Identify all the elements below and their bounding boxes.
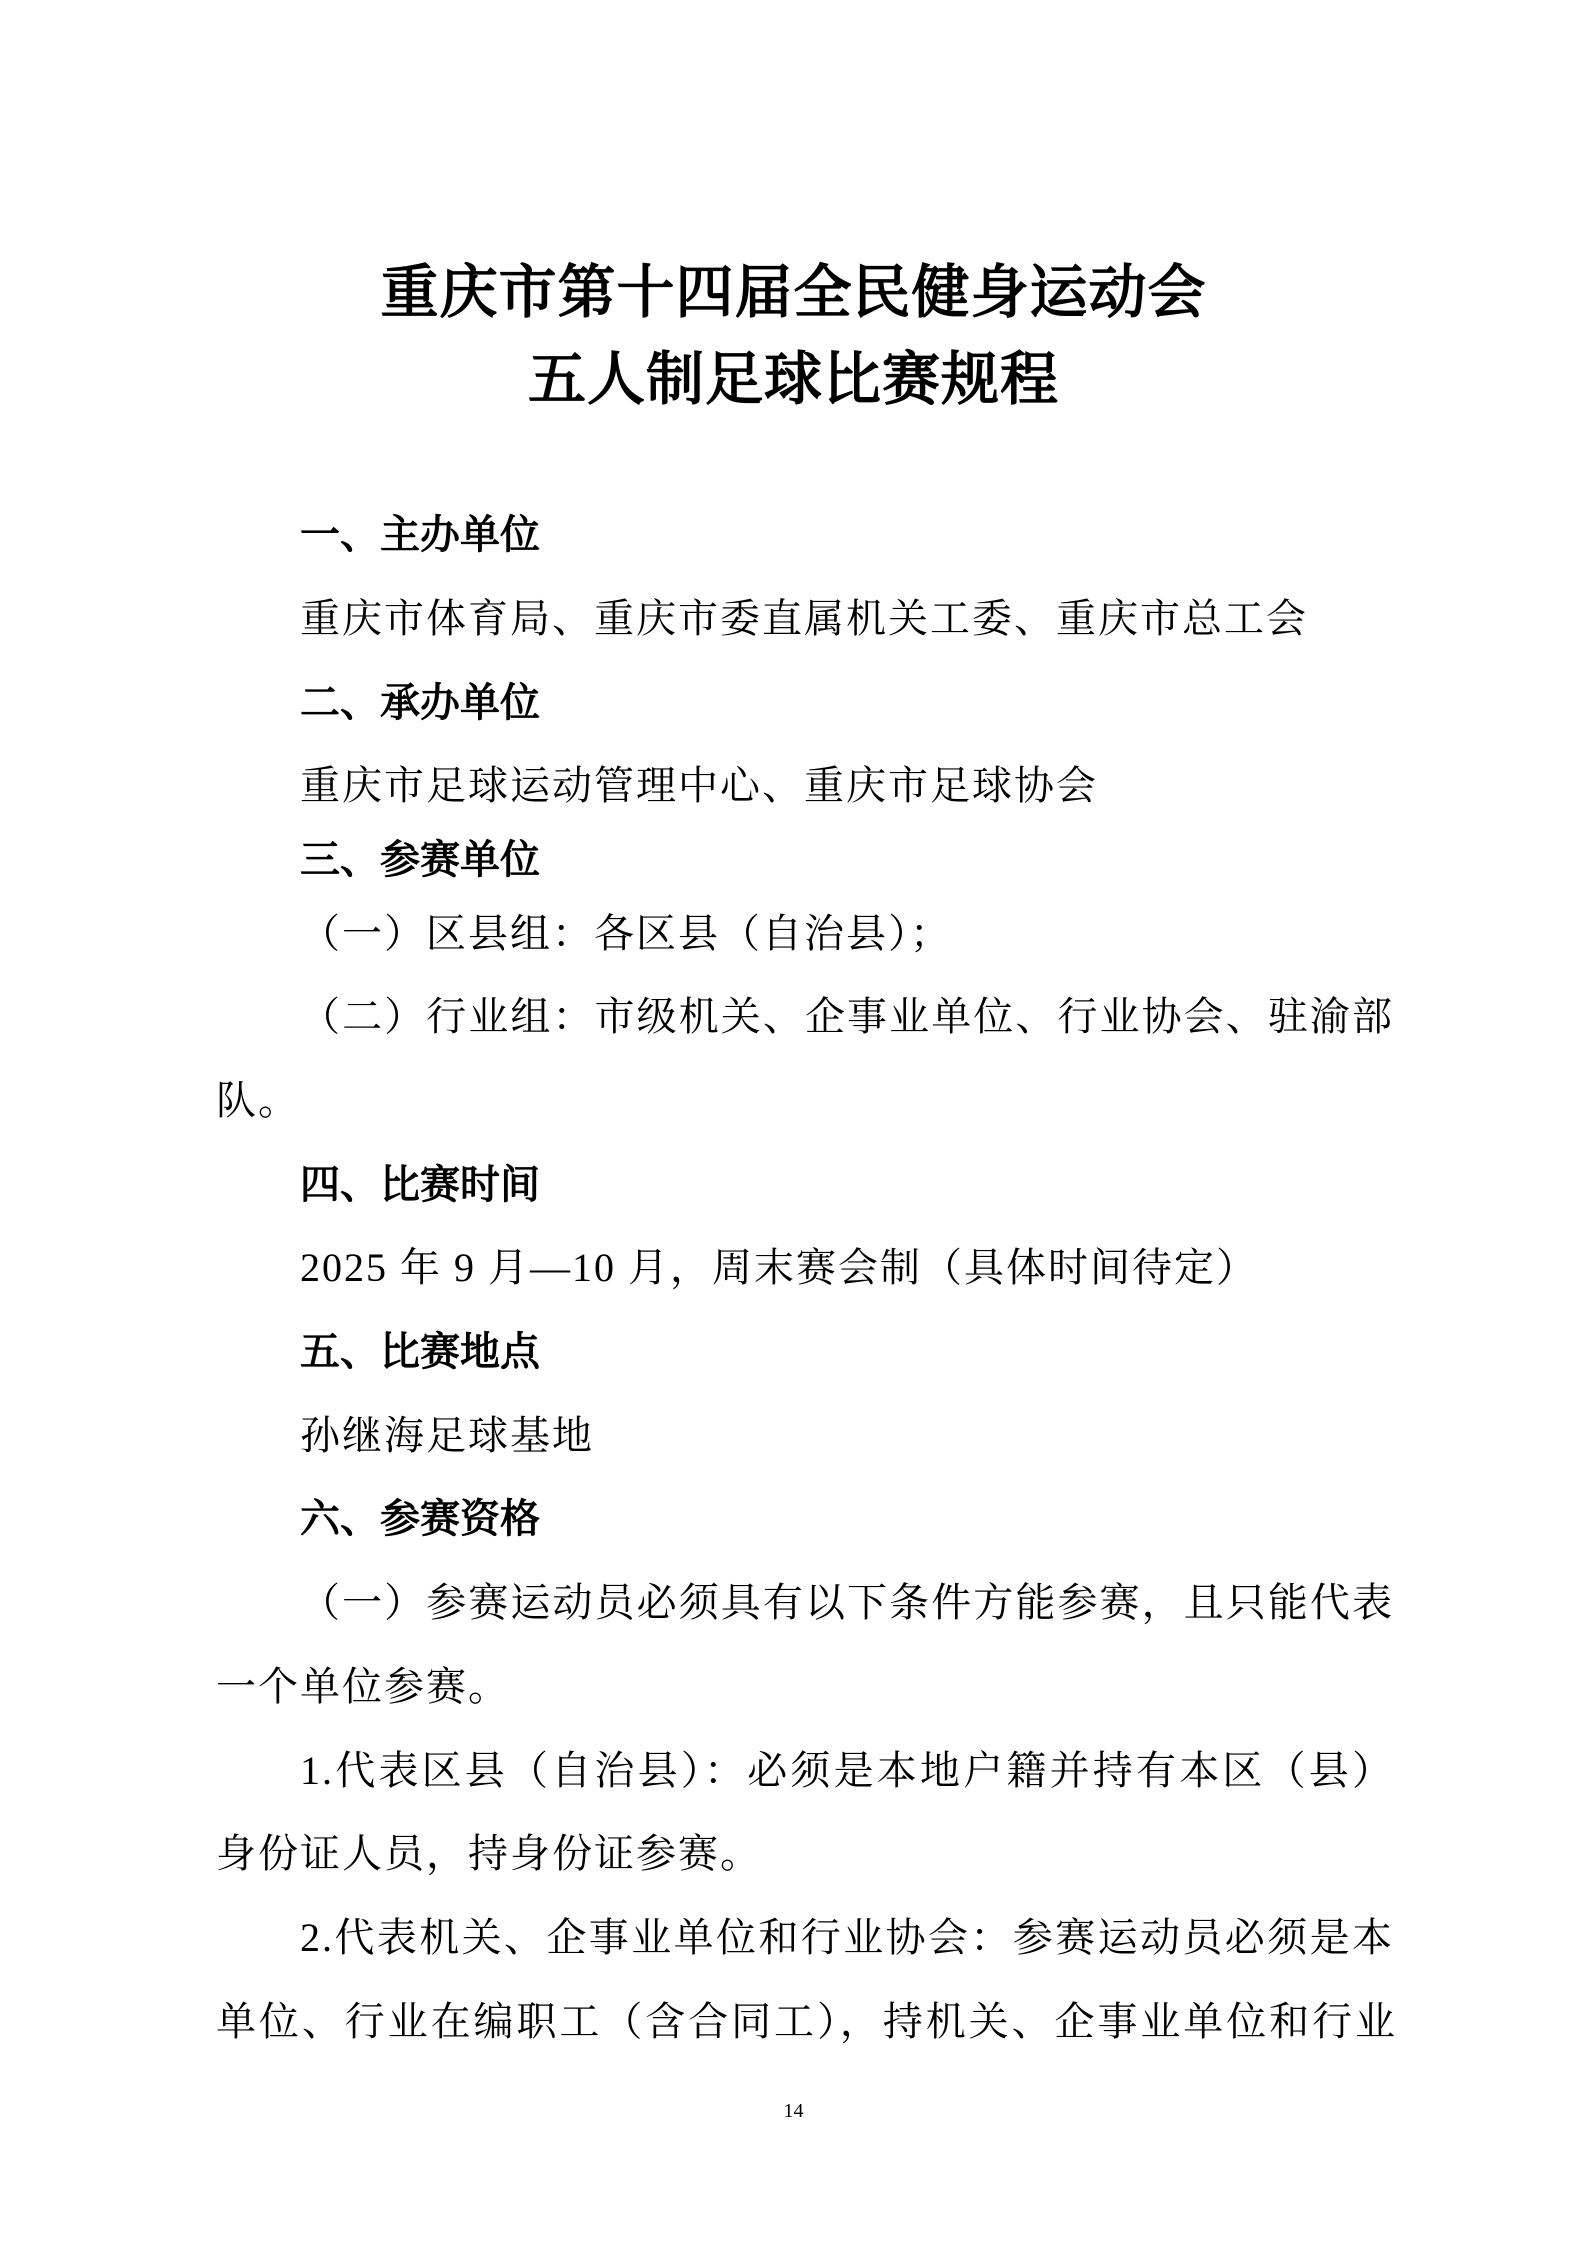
section-heading-venue: 五、比赛地点	[300, 1329, 540, 1375]
section-heading-participants: 三、参赛单位	[300, 837, 540, 883]
section-heading-time: 四、比赛时间	[300, 1162, 540, 1208]
eligibility-p2-cont: 身份证人员，持身份证参赛。	[216, 1831, 762, 1876]
organizer-text: 重庆市体育局、重庆市委直属机关工委、重庆市总工会	[300, 596, 1308, 641]
document-title-line2: 五人制足球比赛规程	[527, 345, 1059, 413]
eligibility-p1: （一）参赛运动员必须具有以下条件方能参赛，且只能代表	[300, 1580, 1394, 1625]
time-text: 2025 年 9 月—10 月，周末赛会制（具体时间待定）	[300, 1245, 1258, 1290]
participants-item-2: （二）行业组：市级机关、企事业单位、行业协会、驻渝部	[300, 994, 1394, 1039]
page-number: 14	[783, 2100, 804, 2122]
participants-item-2-cont: 队。	[216, 1078, 300, 1123]
eligibility-p3: 2.代表机关、企事业单位和行业协会：参赛运动员必须是本	[300, 1915, 1394, 1960]
undertaker-text: 重庆市足球运动管理中心、重庆市足球协会	[300, 763, 1098, 808]
section-heading-eligibility: 六、参赛资格	[300, 1496, 540, 1542]
section-heading-organizer: 一、主办单位	[300, 512, 540, 558]
eligibility-p3-cont: 单位、行业在编职工（含合同工），持机关、企事业单位和行业	[216, 1999, 1397, 2044]
eligibility-p2: 1.代表区县（自治县）：必须是本地户籍并持有本区（县）	[300, 1748, 1394, 1793]
section-heading-undertaker: 二、承办单位	[300, 680, 540, 726]
participants-item-1: （一）区县组：各区县（自治县）；	[300, 911, 952, 956]
document-title-line1: 重庆市第十四届全民健身运动会	[380, 258, 1207, 326]
eligibility-p1-cont: 一个单位参赛。	[216, 1664, 510, 1709]
venue-text: 孙继海足球基地	[300, 1413, 594, 1458]
